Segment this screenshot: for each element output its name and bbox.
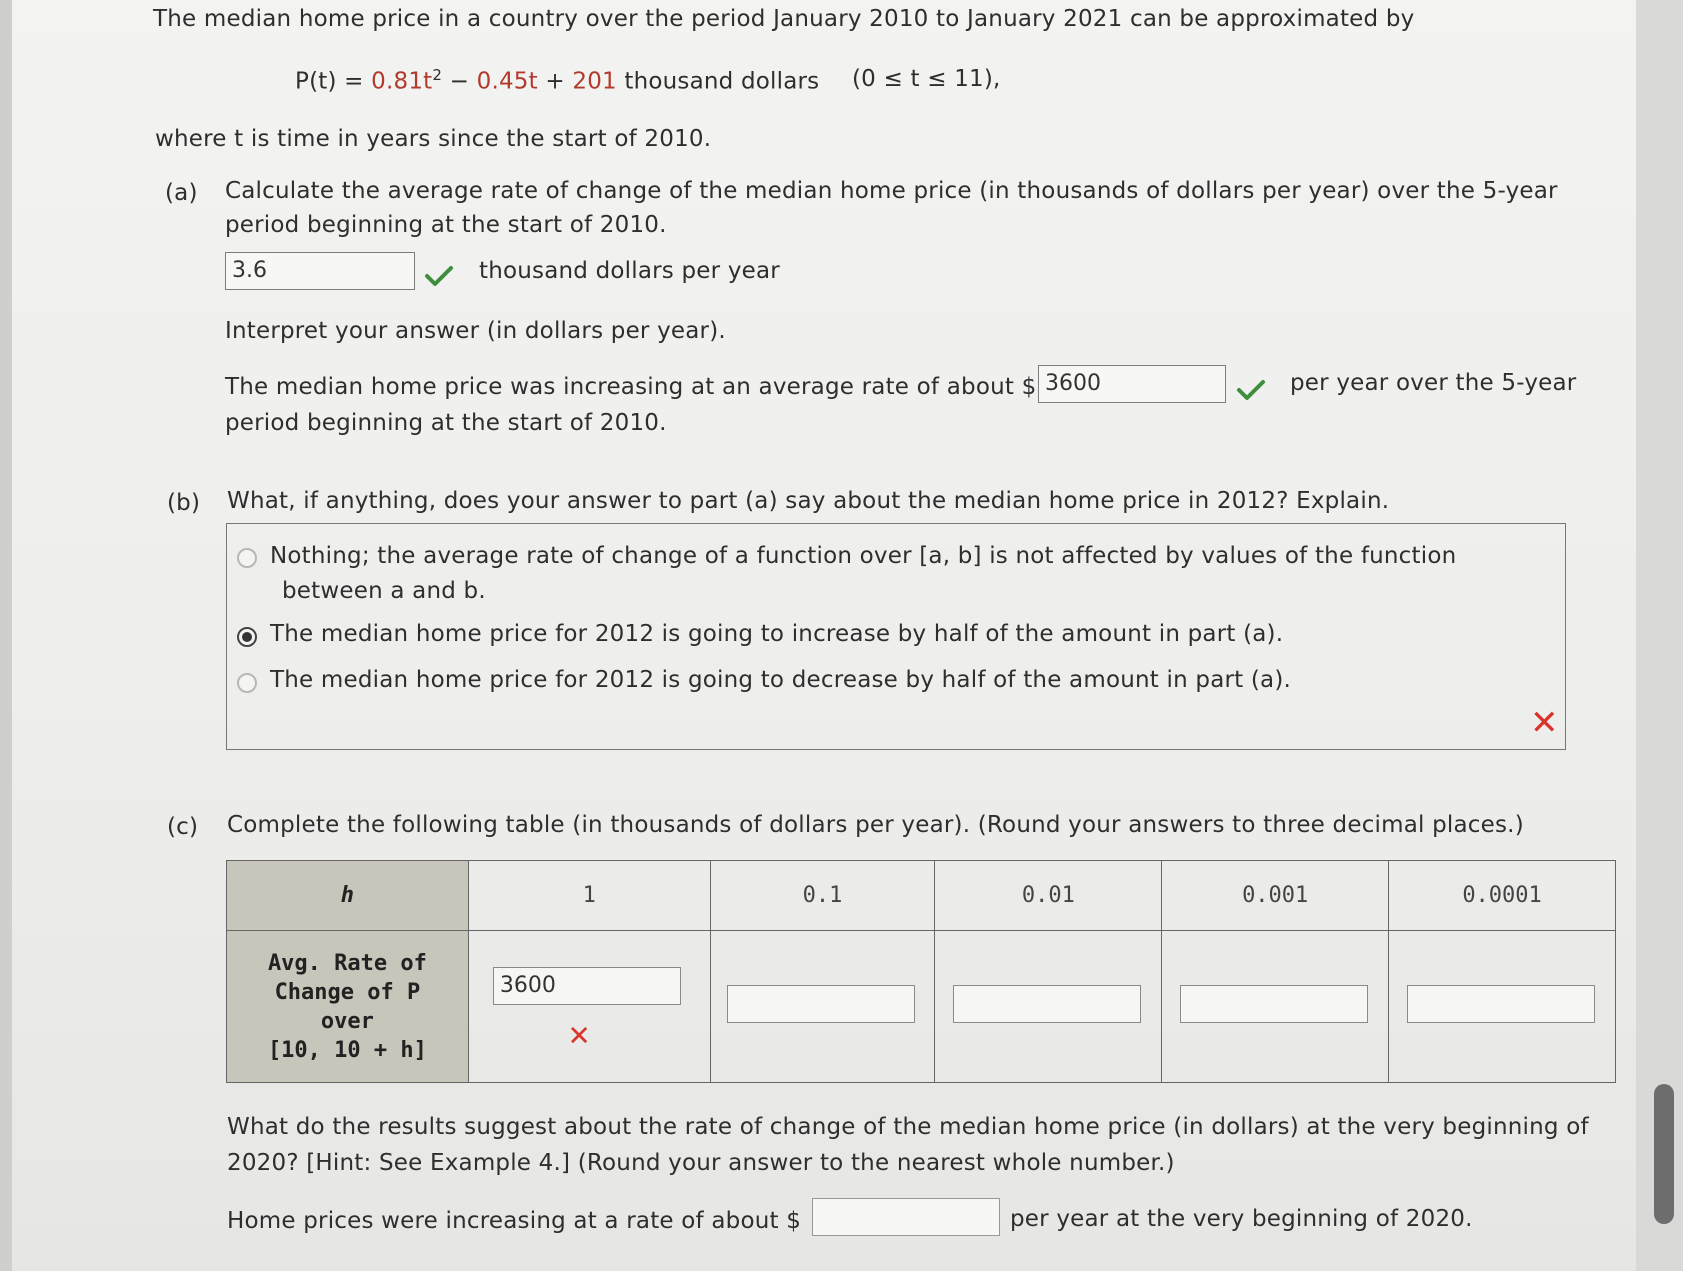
scrollbar-track[interactable] bbox=[1636, 0, 1683, 1271]
check-icon bbox=[1236, 378, 1266, 402]
option-1-line2[interactable]: between a and b. bbox=[282, 578, 486, 604]
table-row bbox=[227, 931, 1616, 1083]
incorrect-x-icon: ✕ bbox=[568, 1014, 590, 1054]
interpret-dollars-input[interactable]: 3600 bbox=[1038, 365, 1226, 403]
incorrect-x-icon: ✕ bbox=[1530, 703, 1559, 743]
h-header-label: h bbox=[340, 883, 355, 908]
formula-minus: − bbox=[442, 68, 477, 95]
formula-lhs: P(t) = bbox=[295, 68, 372, 95]
formula-coef1: 0.81t bbox=[371, 68, 433, 95]
interpret-prefix: The median home price was increasing at an average rate of about $ bbox=[225, 374, 1037, 400]
final-suffix: per year at the very beginning of 2020. bbox=[1010, 1206, 1473, 1232]
table-cell bbox=[468, 931, 710, 1083]
check-icon bbox=[424, 264, 454, 288]
formula-plus: + bbox=[537, 68, 573, 95]
intro-where: where t is time in years since the start of 2010. bbox=[155, 126, 712, 152]
table-cell bbox=[1162, 931, 1389, 1083]
rate-input-h0.0001[interactable] bbox=[1407, 985, 1595, 1023]
h-value-cell: 0.1 bbox=[710, 861, 935, 931]
followup-line2: 2020? [Hint: See Example 4.] (Round your answer to the nearest whole number.) bbox=[227, 1150, 1175, 1176]
rate-input-h1[interactable]: 3600 bbox=[493, 967, 681, 1005]
final-rate-input[interactable] bbox=[812, 1198, 1000, 1236]
row-header-line: [10, 10 + h] bbox=[267, 1037, 427, 1063]
formula-coef2: 0.45t bbox=[476, 68, 538, 95]
table-cell bbox=[1389, 931, 1616, 1083]
rate-input-h0.01[interactable] bbox=[953, 985, 1141, 1023]
intro-text: The median home price in a country over the period January 2010 to January 2021 can be approximated by bbox=[153, 6, 1415, 32]
part-a-question-line2: period beginning at the start of 2010. bbox=[225, 212, 667, 238]
table-cell bbox=[710, 931, 935, 1083]
formula-domain: (0 ≤ t ≤ 11), bbox=[852, 66, 1001, 92]
h-value-cell: 0.001 bbox=[1162, 861, 1389, 931]
rate-table bbox=[226, 860, 1616, 1083]
interpret-prompt: Interpret your answer (in dollars per year). bbox=[225, 318, 726, 344]
formula-exponent: 2 bbox=[432, 66, 443, 84]
h-value-cell: 0.0001 bbox=[1389, 861, 1616, 931]
h-value-cell: 0.01 bbox=[935, 861, 1162, 931]
h-value-cell: 1 bbox=[468, 861, 710, 931]
answer-rate-input[interactable]: 3.6 bbox=[225, 252, 415, 290]
final-prefix: Home prices were increasing at a rate of about $ bbox=[227, 1208, 802, 1234]
answer-rate-units: thousand dollars per year bbox=[479, 258, 780, 284]
followup-line1: What do the results suggest about the rate of change of the median home price (in dollars) at the very beginning of bbox=[227, 1114, 1589, 1140]
part-a-label: (a) bbox=[165, 180, 198, 206]
table-cell bbox=[935, 931, 1162, 1083]
part-c-question: Complete the following table (in thousands of dollars per year). (Round your answers to three decimal places.) bbox=[227, 812, 1524, 838]
row-header-line: Change of P bbox=[274, 979, 421, 1005]
scrollbar-thumb[interactable] bbox=[1654, 1084, 1674, 1224]
radio-option-2[interactable] bbox=[237, 627, 257, 647]
option-3-label[interactable]: The median home price for 2012 is going to decrease by half of the amount in part (a). bbox=[270, 667, 1292, 693]
interpret-line2: period beginning at the start of 2010. bbox=[225, 410, 667, 436]
interpret-suffix: per year over the 5-year bbox=[1290, 370, 1577, 396]
radio-option-3[interactable] bbox=[237, 673, 257, 693]
rate-input-h0.1[interactable] bbox=[727, 985, 915, 1023]
rate-input-h0.001[interactable] bbox=[1180, 985, 1368, 1023]
part-b-label: (b) bbox=[167, 490, 201, 516]
formula-units: thousand dollars bbox=[616, 68, 820, 95]
option-1-line1[interactable]: Nothing; the average rate of change of a function over [a, b] is not affected by values of the function bbox=[270, 543, 1457, 569]
part-a-question-line1: Calculate the average rate of change of the median home price (in thousands of dollars per year) over the 5-year bbox=[225, 178, 1558, 204]
row-header-line: over bbox=[320, 1008, 374, 1034]
h-header-cell bbox=[227, 861, 469, 931]
table-header-row bbox=[227, 861, 1616, 931]
row-header-line: Avg. Rate of bbox=[267, 950, 427, 976]
option-2-label[interactable]: The median home price for 2012 is going to increase by half of the amount in part (a). bbox=[270, 621, 1284, 647]
part-b-question: What, if anything, does your answer to part (a) say about the median home price in 2012? Explain. bbox=[227, 488, 1390, 514]
part-c-label: (c) bbox=[167, 814, 199, 840]
formula bbox=[295, 66, 819, 95]
radio-option-1[interactable] bbox=[237, 548, 257, 568]
formula-coef3: 201 bbox=[572, 68, 617, 95]
row-header-cell bbox=[227, 931, 469, 1083]
